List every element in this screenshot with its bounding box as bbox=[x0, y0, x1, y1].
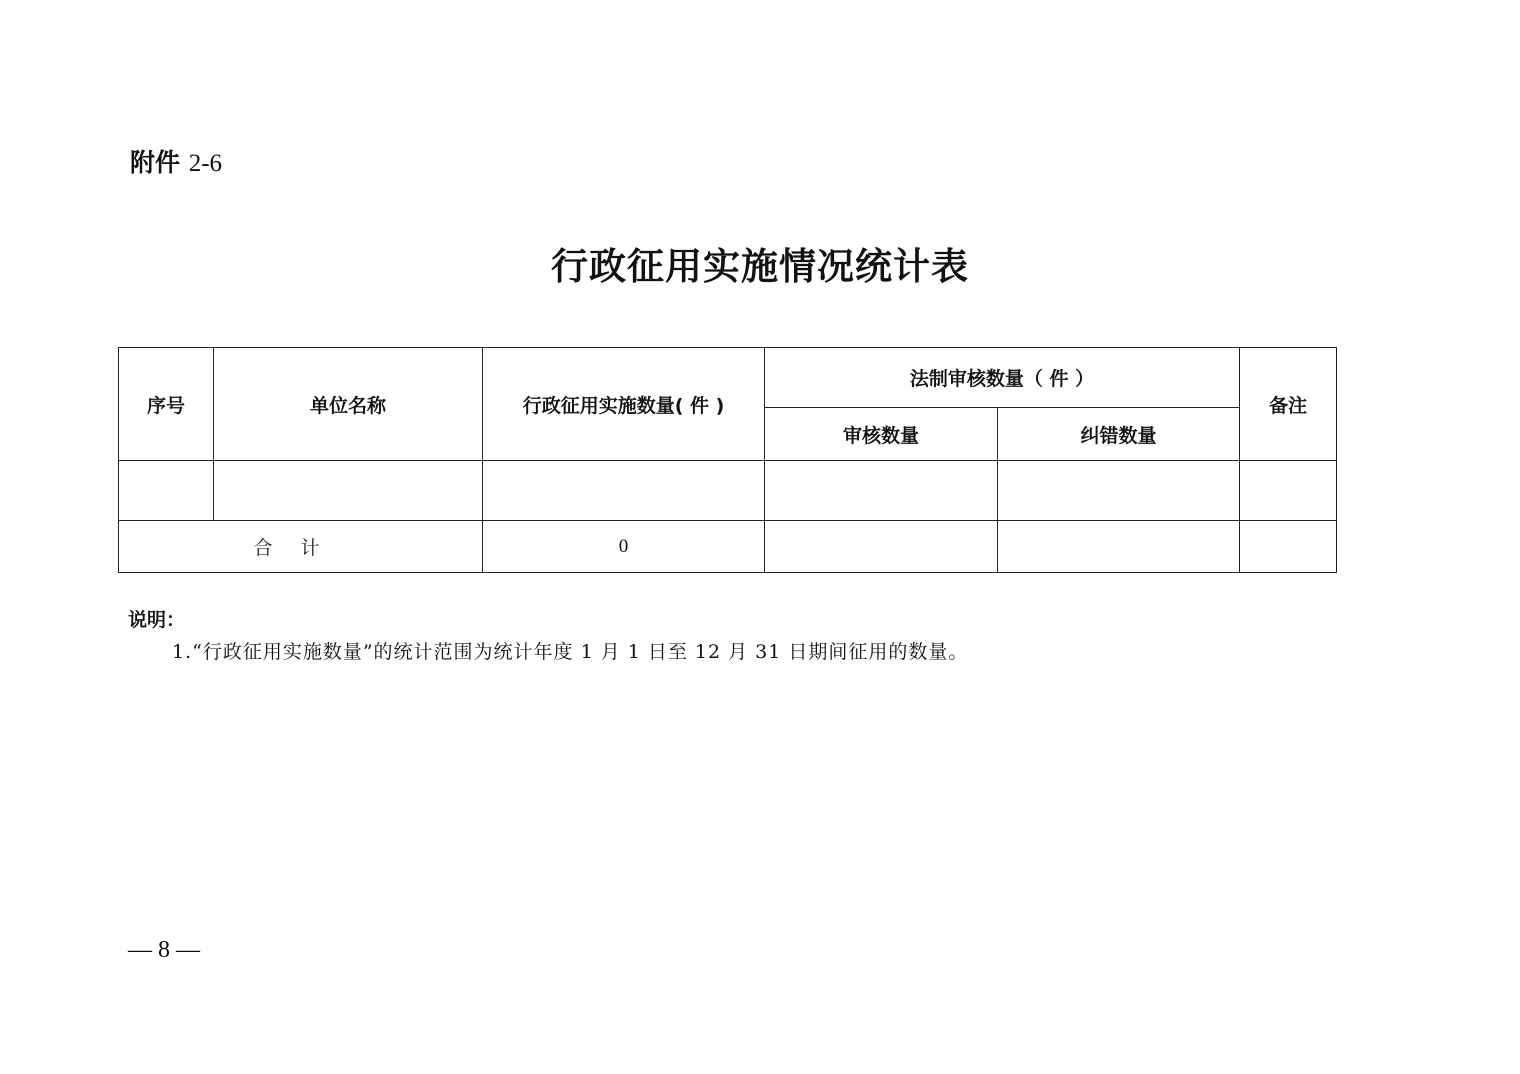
cell-correction-count bbox=[998, 461, 1240, 521]
cell-remarks bbox=[1240, 461, 1337, 521]
total-review-count bbox=[765, 521, 998, 573]
cell-review-count bbox=[765, 461, 998, 521]
page-number: — 8 — bbox=[128, 937, 200, 963]
header-correction-count: 纠错数量 bbox=[998, 408, 1240, 461]
cell-implement-count bbox=[483, 461, 765, 521]
total-label: 合计 bbox=[119, 521, 483, 573]
header-remarks: 备注 bbox=[1240, 348, 1337, 461]
header-implement-count: 行政征用实施数量( 件 ) bbox=[483, 348, 765, 461]
statistics-table bbox=[118, 347, 1337, 573]
table-row bbox=[119, 461, 1337, 521]
cell-index bbox=[119, 461, 214, 521]
note-item: 1.“行政征用实施数量”的统计范围为统计年度 1 月 1 日至 12 月 31 日期间征用的数量。 bbox=[172, 641, 969, 663]
cell-unit-name bbox=[214, 461, 483, 521]
total-remarks bbox=[1240, 521, 1337, 573]
header-review-group: 法制审核数量（ 件 ） bbox=[765, 348, 1240, 408]
total-implement-count: 0 bbox=[483, 521, 765, 573]
total-correction-count bbox=[998, 521, 1240, 573]
total-row bbox=[119, 521, 1337, 573]
attachment-number: 2-6 bbox=[188, 150, 223, 177]
header-review-count: 审核数量 bbox=[765, 408, 998, 461]
header-row-top bbox=[119, 348, 1337, 408]
header-index: 序号 bbox=[119, 348, 214, 461]
header-unit-name: 单位名称 bbox=[214, 348, 483, 461]
attachment-word: 附件 bbox=[130, 148, 181, 177]
page-title: 行政征用实施情况统计表 bbox=[551, 244, 969, 288]
attachment-label bbox=[130, 146, 222, 181]
notes-heading: 说明： bbox=[128, 609, 186, 631]
